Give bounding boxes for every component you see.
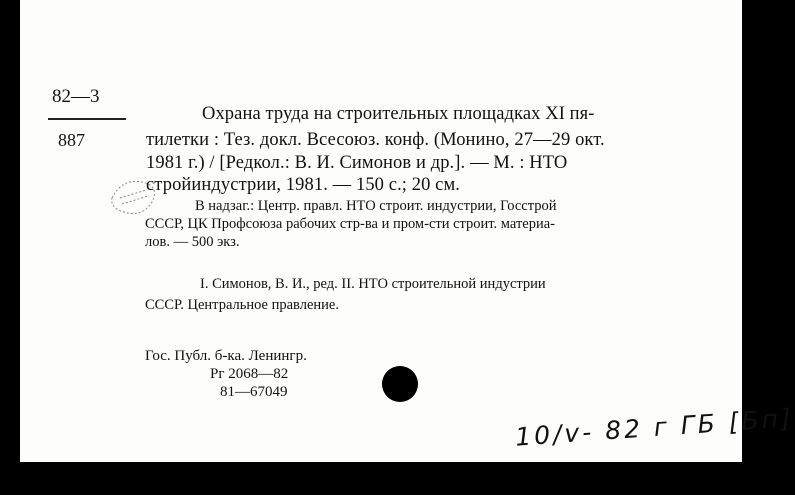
title-line-1: Охрана труда на строительных площадках XI пя-: [202, 104, 595, 124]
classification-number: 82—3: [52, 86, 100, 107]
note-line-3: лов. — 500 экз.: [145, 234, 240, 250]
catalog-card: [20, 0, 795, 462]
title-line-4: стройиндустрии, 1981. — 150 с.; 20 см.: [146, 175, 461, 195]
faint-stamp-mark: [102, 168, 172, 228]
classification-divider: [48, 118, 126, 120]
title-line-2: тилетки : Тез. докл. Всесоюз. конф. (Монино, 27—29 окт.: [146, 130, 605, 150]
index-line-2: СССР. Центральное правление.: [145, 297, 339, 313]
note-line-2: СССР, ЦК Профсоюза рабочих стр-ва и пром-сти строит. материа-: [145, 216, 555, 232]
title-line-3: 1981 г.) / [Редкол.: В. И. Симонов и др.]. — М. : НТО: [146, 153, 568, 173]
library-name: Гос. Публ. б-ка. Ленингр.: [145, 348, 307, 364]
index-line-1: I. Симонов, В. И., ред. II. НТО строительной индустрии: [200, 276, 546, 292]
handwritten-note: 10/v- 82 г ГБ [Бп]: [514, 403, 795, 452]
author-mark: 887: [58, 130, 85, 150]
library-shelf-code: Рг 2068—82: [210, 366, 289, 382]
punch-hole: [382, 366, 418, 402]
library-record-number: 81—67049: [220, 384, 288, 400]
note-line-1: В надзаг.: Центр. правл. НТО строит. индустрии, Госстрой: [195, 198, 557, 214]
